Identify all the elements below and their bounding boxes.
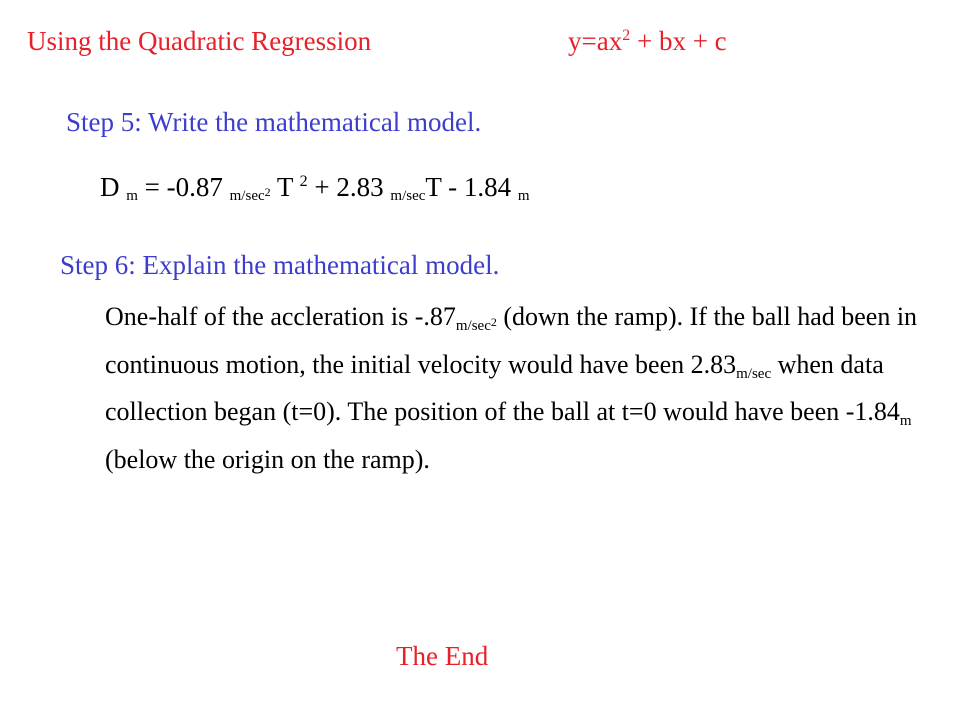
model-term-a: T [270, 172, 300, 202]
explanation-unit-1-exponent: 2 [490, 315, 497, 329]
explanation-unit-3: m [899, 413, 912, 429]
model-term-a-exponent: 2 [299, 173, 308, 190]
model-term-b: T - 1.84 [425, 172, 518, 202]
step5-heading: Step 5: Write the mathematical model. [66, 107, 482, 137]
explanation-unit-2: m/sec [736, 365, 772, 382]
model-unit-a [229, 185, 271, 204]
model-unit-c: m [517, 188, 530, 204]
explanation-part-4: (below the origin on the ramp). [105, 444, 430, 474]
explanation-unit-1-text: m/sec [455, 318, 491, 334]
formula-suffix: + bx + c [630, 26, 727, 56]
explanation-part-1: One-half of the accleration is -.87 [105, 302, 456, 331]
explanation-part-2: (down the ramp). If the ball had been in continuous motion, the initial velocity would have been 2.83 [105, 302, 918, 379]
page-title: Using the Quadratic Regression [27, 26, 372, 56]
model-explanation-paragraph [105, 298, 925, 478]
step6-heading: Step 6: Explain the mathematical model. [60, 250, 500, 280]
quadratic-formula [568, 26, 727, 57]
model-unit-b: m/sec [390, 188, 426, 204]
model-unit-a-exponent: 2 [264, 185, 271, 199]
model-coefficient-a: = -0.87 [137, 172, 230, 202]
formula-exponent: 2 [622, 27, 631, 44]
model-variable-unit: m [126, 188, 138, 204]
formula-prefix: y=ax [568, 26, 623, 56]
the-end-label: The End [396, 641, 489, 671]
explanation-part-3: when data collection began (t=0). The position of the ball at t=0 would have been -1.84 [105, 349, 900, 426]
mathematical-model-equation [100, 172, 530, 205]
model-variable: D [100, 172, 127, 202]
model-unit-a-text: m/sec [229, 188, 265, 204]
explanation-unit-1 [455, 315, 497, 334]
model-coefficient-b: + 2.83 [307, 172, 391, 202]
